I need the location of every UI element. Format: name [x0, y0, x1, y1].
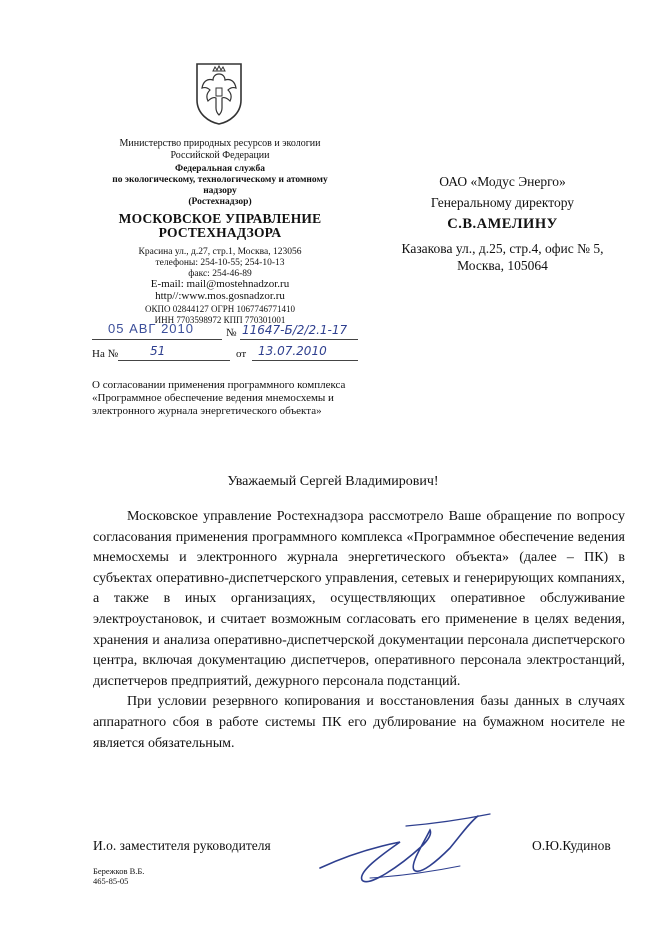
phones: телефоны: 254-10-55; 254-10-13 — [155, 258, 285, 268]
letter-body — [93, 507, 625, 754]
fax: факс: 254-46-89 — [188, 269, 252, 279]
handwritten-signature-icon — [310, 806, 530, 896]
service-name — [70, 164, 370, 208]
service-line: (Ростехнадзор) — [188, 197, 252, 207]
service-line: Федеральная служба — [175, 164, 265, 174]
executor-name: Бережков В.Б. — [93, 866, 145, 876]
from-label: от — [236, 348, 247, 360]
service-line: по экологическому, технологическому и атомному — [112, 175, 328, 185]
address: Красина ул., д.27, стр.1, Москва, 123056 — [138, 247, 302, 257]
recipient-org: ОАО «Модус Энерго» — [439, 174, 566, 189]
in-reply-label: На № — [92, 348, 119, 360]
department-line: РОСТЕХНАДЗОРА — [158, 225, 282, 240]
body-paragraph-1: Московское управление Ростехнадзора рассмотрело Ваше обращение по вопросу согласования применения программного комплекса «Программное обеспечение ведения мнемосхемы и электронного журнала энергетического объекта» (далее – ПК) в субъектах оперативно-диспетчерского управления, сетевых и генерирующих компаниях, а также в иных организациях, осуществляющих оперативное обслуживание электроустановок, и считает возможным согласовать его применение в целях ведения, хранения и анализа оперативно-диспетчерской документации персонала диспетчерского центра, включая документацию диспетчеров, оперативного персонала электростанций, диспетчеров предприятий, дежурного персонала подстанций. — [93, 509, 625, 689]
in-reply-line — [118, 360, 230, 361]
outgoing-number: 11647-Б/2/2.1-17 — [242, 323, 348, 337]
executor-block — [93, 866, 144, 886]
recipient-name: С.В.АМЕЛИНУ — [447, 216, 558, 232]
signatory-title: И.о. заместителя руководителя — [93, 838, 271, 853]
date-line — [92, 339, 222, 340]
executor-phone: 465-85-05 — [93, 876, 129, 886]
email: E-mail: mail@mostehnadzor.ru — [150, 278, 290, 290]
from-date: 13.07.2010 — [258, 344, 327, 358]
department-name — [70, 212, 370, 240]
web-contacts — [70, 279, 370, 302]
in-reply-number: 51 — [150, 344, 166, 358]
recipient-address-line2: Москва, 105064 — [457, 258, 548, 273]
okpo-ogrn: ОКПО 02844127 ОГРН 1067746771410 — [145, 304, 295, 314]
contact-block — [70, 247, 370, 280]
service-line: надзору — [203, 186, 237, 196]
inn-kpp: ИНН 7703598972 КПП 770301001 — [154, 315, 286, 325]
from-line — [252, 360, 358, 361]
signatory-name: О.Ю.Кудинов — [532, 838, 611, 853]
recipient-address-line1: Казакова ул., д.25, стр.4, офис № 5, — [401, 241, 604, 256]
letter-subject: О согласовании применения программного комплекса «Программное обеспечение ведения мнемосхемы и электронного журнала энергетического объекта» — [92, 379, 346, 417]
ministry-line: Российской Федерации — [170, 150, 270, 161]
number-label: № — [226, 327, 237, 339]
body-paragraph-2: При условии резервного копирования и восстановления базы данных в случаях аппаратного сбоя в работе системы ПК его дублирование на бумажном носителе не является обязательным. — [93, 694, 625, 751]
recipient-position: Генеральному директору — [430, 195, 575, 210]
department-line: МОСКОВСКОЕ УПРАВЛЕНИЕ — [118, 211, 322, 226]
coat-of-arms-icon — [193, 60, 245, 126]
website: http//:www.mos.gosnadzor.ru — [155, 289, 285, 302]
ministry-name — [70, 138, 370, 162]
greeting: Уважаемый Сергей Владимирович! — [227, 474, 439, 489]
stamp-date: 05 АВГ 2010 — [108, 321, 194, 336]
number-line — [240, 339, 358, 340]
ministry-line: Министерство природных ресурсов и экологии — [119, 138, 321, 149]
